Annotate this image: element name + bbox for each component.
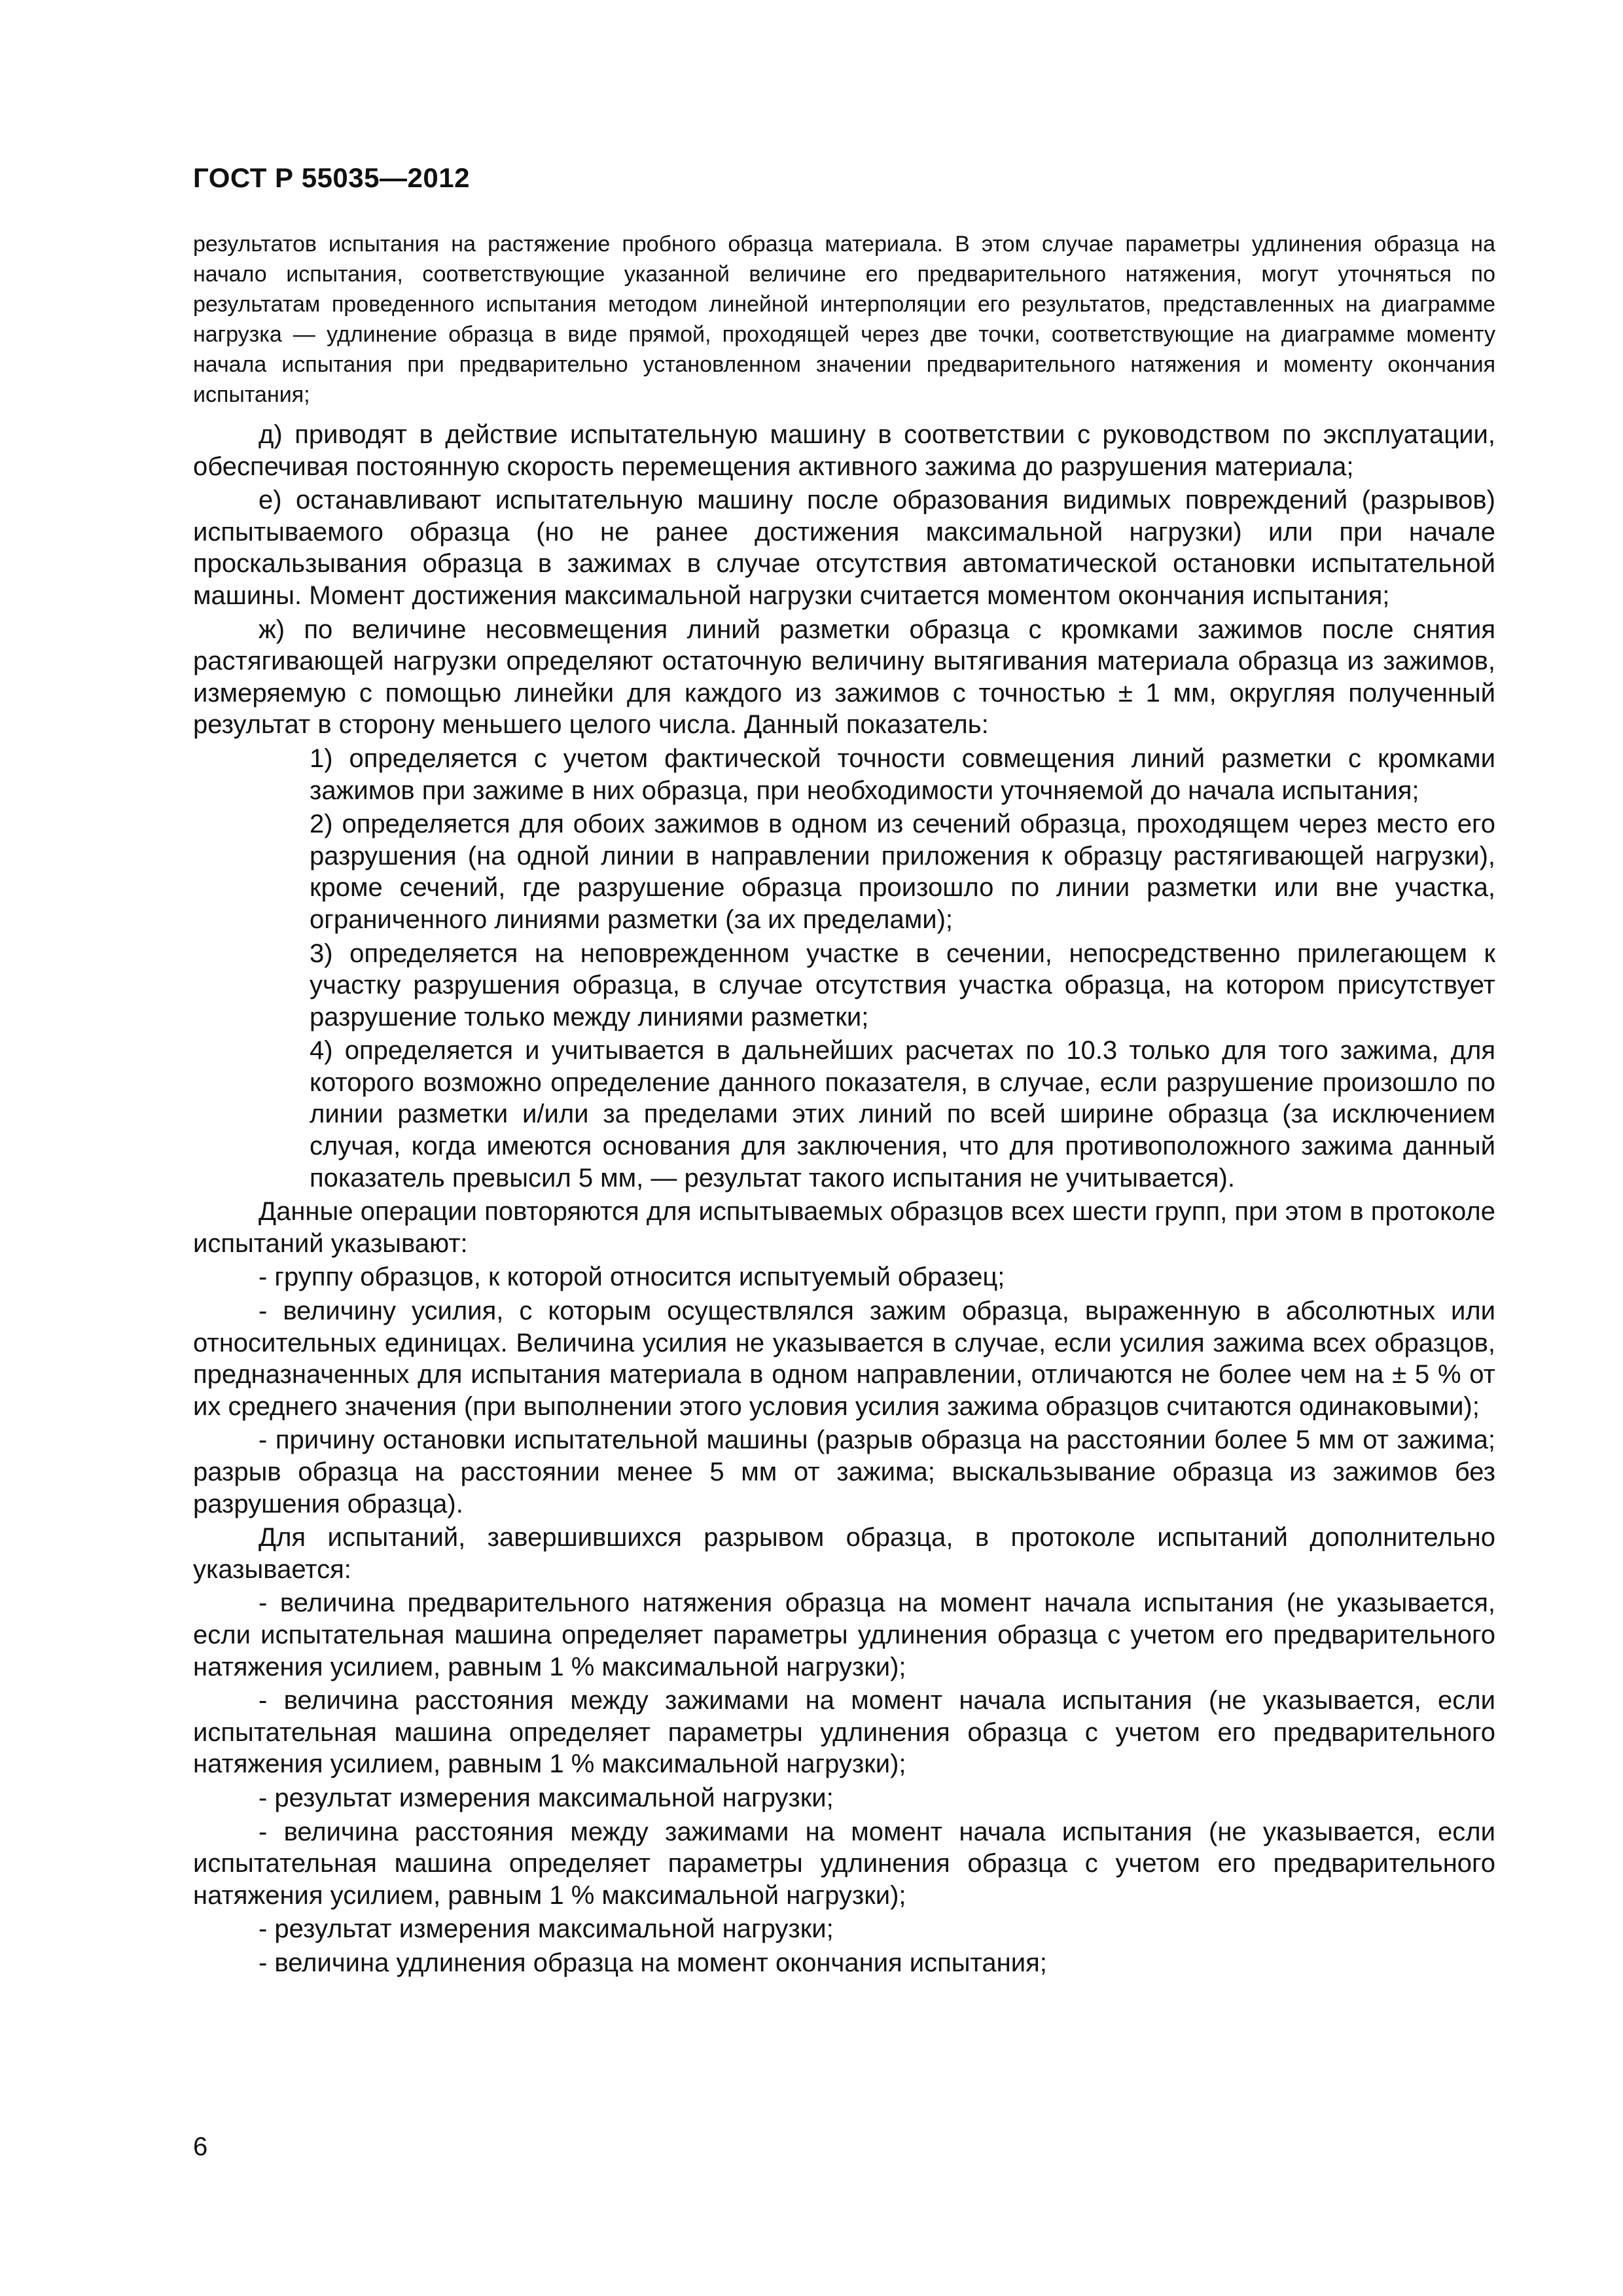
protocol-item-2: - величину усилия, с которым осуществлялся зажим образца, выраженную в абсолютных или относительных единицах. Величина усилия не указывается в случае, если усилия зажима всех образцов, предназначенных для испытания материала в одном направлении, отличаются не более чем на ± 5 % от их среднего значения (при выполнении этого условия усилия зажима образцов считаются одинаковыми); xyxy=(193,1297,1495,1421)
numbered-item-3: 3) определяется на неповрежденном участке в сечении, непосредственно прилегающем к участку разрушения образца, в случае отсутствия участка образца, на котором присутствует разрушение только между линиями разметки; xyxy=(310,939,1495,1031)
protocol-item-1: - группу образцов, к которой относится испытуемый образец; xyxy=(259,1263,1005,1292)
numbered-item-4: 4) определяется и учитывается в дальнейших расчетах по 10.3 только для того зажима, для которого возможно определение данного показателя, в случае, если разрушение произошло по линии разметки и/или за пределами этих линий по всей ширине образца (за исключением случая, когда имеются основания для заключения, что для противоположного зажима данный показатель превысил 5 мм, — результат такого испытания не учитывается). xyxy=(310,1036,1495,1193)
rupture-intro: Для испытаний, завершившихся разрывом образца, в протоколе испытаний дополнительно указывается: xyxy=(193,1523,1495,1584)
document-body xyxy=(193,419,1495,1981)
document-header: ГОСТ Р 55035—2012 xyxy=(193,162,470,193)
rupture-item-4: - величина расстояния между зажимами на момент начала испытания (не указывается, если испытательная машина определяет параметры удлинения образца с учетом его предварительного натяжения усилием, равным 1 % максимальной нагрузки); xyxy=(193,1817,1495,1910)
intro-paragraph: результатов испытания на растяжение пробного образца материала. В этом случае параметры удлинения образца на начало испытания, соответствующие указанной величине его предварительного натяжения, могут уточняться по результатам проведенного испытания методом линейной интерполяции его результатов, представленных на диаграмме нагрузка — удлинение образца в виде прямой, проходящей через две точки, соответствующие на диаграмме моменту начала испытания при предварительно установленном значении предварительного натяжения и моменту окончания испытания; xyxy=(193,232,1495,407)
operations-intro: Данные операции повторяются для испытываемых образцов всех шести групп, при этом в протоколе испытаний указывают: xyxy=(193,1197,1495,1258)
rupture-item-2: - величина расстояния между зажимами на момент начала испытания (не указывается, если испытательная машина определяет параметры удлинения образца с учетом его предварительного натяжения усилием, равным 1 % максимальной нагрузки); xyxy=(193,1686,1495,1779)
paragraph-e: е) останавливают испытательную машину после образования видимых повреждений (разрывов) испытываемого образца (но не ранее достижения максимальной нагрузки) или при начале проскальзывания образца в зажимах в случае отсутствия автоматической остановки испытательной машины. Момент достижения максимальной нагрузки считается моментом окончания испытания; xyxy=(193,486,1495,610)
rupture-item-6: - величина удлинения образца на момент окончания испытания; xyxy=(259,1948,1047,1977)
rupture-item-1: - величина предварительного натяжения образца на момент начала испытания (не указывается, если испытательная машина определяет параметры удлинения образца с учетом его предварительного натяжения усилием, равным 1 % максимальной нагрузки); xyxy=(193,1588,1495,1681)
page-number: 6 xyxy=(193,2132,208,2161)
paragraph-zh: ж) по величине несовмещения линий разметки образца с кромками зажимов после снятия растягивающей нагрузки определяют остаточную величину вытягивания материала образца из зажимов, измеряемую с помощью линейки для каждого из зажимов с точностью ± 1 мм, округляя полученный результат в сторону меньшего целого числа. Данный показатель: xyxy=(193,615,1495,740)
rupture-item-3: - результат измерения максимальной нагрузки; xyxy=(259,1783,834,1812)
protocol-item-3: - причину остановки испытательной машины (разрыв образца на расстоянии более 5 мм от зажима; разрыв образца на расстоянии менее 5 мм от зажима; выскальзывание образца из зажимов без разрушения образца). xyxy=(193,1426,1495,1518)
numbered-item-1: 1) определяется с учетом фактической точности совмещения линий разметки с кромками зажимов при зажиме в них образца, при необходимости уточняемой до начала испытания; xyxy=(310,744,1495,805)
rupture-item-5: - результат измерения максимальной нагрузки; xyxy=(259,1914,834,1944)
numbered-item-2: 2) определяется для обоих зажимов в одном из сечений образца, проходящем через место его разрушения (на одной линии в направлении приложения к образцу растягивающей нагрузки), кроме сечений, где разрушение образца произошло по линии разметки или вне участка, ограниченного линиями разметки (за их пределами); xyxy=(310,810,1495,934)
paragraph-d: д) приводят в действие испытательную машину в соответствии с руководством по эксплуатации, обеспечивая постоянную скорость перемещения активного зажима до разрушения материала; xyxy=(193,420,1495,481)
